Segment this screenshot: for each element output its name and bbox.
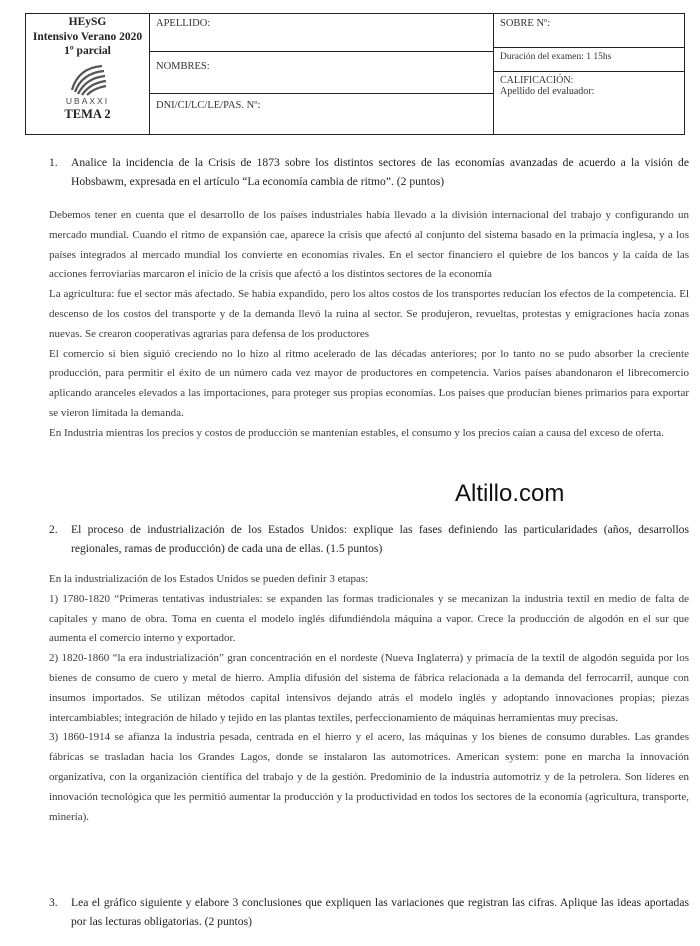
apellido-field[interactable]: APELLIDO: bbox=[150, 14, 493, 52]
question-number: 3. bbox=[49, 896, 58, 909]
answer-paragraph: En la industrialización de los Estados Unidos se pueden definir 3 etapas: bbox=[49, 573, 369, 585]
student-info-column bbox=[150, 14, 494, 134]
answer-2 bbox=[49, 570, 689, 827]
course-title-line2: Intensivo Verano 2020 bbox=[32, 30, 143, 43]
course-title-line3: 1º parcial bbox=[64, 45, 111, 57]
dni-field[interactable]: DNI/CI/LC/LE/PAS. Nº: bbox=[156, 100, 261, 111]
question-number: 2. bbox=[49, 523, 58, 536]
duracion-label: Duración del examen: 1 15hs bbox=[494, 48, 684, 72]
calificacion-label: CALIFICACIÓN: bbox=[500, 75, 574, 86]
tema-label: TEMA 2 bbox=[64, 106, 111, 121]
answer-paragraph: Debemos tener en cuenta que el desarrollo de los países industriales había llevado a la división internacional del trabajo y configurando un mercado mundial. Cuando el ritmo de expansión cae, aparece la crisis que afectó al conjunto del sistema basado en la primacía inglesa, y a los países integrados al mercado mundial los convierte en economías rivales. En el sector financiero el quiebre de los bancos y la caída de las acciones ferroviarias marcaron el inicio de la crisis que afectó a los distintos sectores de la economía bbox=[49, 209, 689, 281]
exam-info-column bbox=[494, 14, 684, 134]
calificacion-field[interactable] bbox=[494, 72, 684, 136]
answer-paragraph: En Industria mientras los precios y costos de producción se mantenían estables, el consumo y los precios caían a causa del exceso de oferta. bbox=[49, 426, 664, 439]
answer-paragraph: La agricultura: fue el sector más afectado. Se había expandido, pero los altos costos de los transportes reducían los efectos de la competencia. El descenso de los costos del transporte y de la demanda llevó la ruina al sector. Se produjeron, revueltas, protestas y emigraciones hacia zonas nuevas. Se crearon cooperativas agrarias para defensa de los productores bbox=[49, 288, 689, 340]
course-title-line1: HEySG bbox=[68, 16, 107, 28]
question-1 bbox=[49, 153, 689, 191]
answer-1 bbox=[49, 206, 689, 444]
question-text: Analice la incidencia de la Crisis de 1873 sobre los distintos sectores de las economías avanzadas de acuerdo a la visión de Hobsbawm, expresada en el artículo “La economía cambia de ritmo”. (2 puntos) bbox=[71, 156, 689, 188]
logo-column bbox=[26, 14, 150, 134]
question-3 bbox=[49, 893, 689, 931]
question-number: 1. bbox=[49, 156, 58, 169]
sobre-field[interactable]: SOBRE Nº: bbox=[494, 14, 684, 48]
question-text: Lea el gráfico siguiente y elabore 3 conclusiones que expliquen las variaciones que registran las cifras. Aplique las ideas aportadas por las lecturas obligatorias. (2 puntos) bbox=[71, 896, 689, 928]
answer-paragraph: El comercio si bien siguió creciendo no lo hizo al ritmo acelerado de las décadas anteriores; por lo tanto no se pudo absorber la creciente producción, para permitir el éxito de un número cada vez mayor de productores en competencia. Varios países abandonaron el librecomercio aplicando aranceles elevados a las importaciones, para proteger sus propias economías. Los países que producían bienes primarios para exportar se vieron limitada la demanda. bbox=[49, 347, 689, 419]
logo-brand-text: UBAXXI bbox=[65, 95, 110, 106]
exam-header-table bbox=[25, 13, 685, 135]
ubaxxi-logo-icon bbox=[68, 62, 108, 96]
answer-paragraph: 3) 1860-1914 se afianza la industria pesada, centrada en el hierro y el acero, las máquinas y los bienes de consumo durables. Las grandes fábricas se trasladan hacia los Grandes Lagos, donde se instalaron las automotrices. American system: pone en marcha la innovación organizativa, con la organización científica del trabajo y de la gestión. Predominio de la industria automotriz y de la petrolera. Son líderes en innovación tecnológica que les permitió aumentar la producción y la productividad en todos los sectores de la economía (agricultura, transporte, minería). bbox=[49, 731, 689, 823]
answer-paragraph: 1) 1780-1820 “Primeras tentativas industriales: se expanden las formas tradicionales y se mecanizan la industria textil en medio de falta de capitales y mano de obra. Toma en cuenta el modelo inglés difundiéndola máquina a vapor. Crece la producción de algodón en el sur que aumenta el comercio interno y exportador. bbox=[49, 592, 689, 645]
watermark-text: Altillo.com bbox=[455, 480, 565, 507]
evaluador-label: Apellido del evaluador: bbox=[500, 86, 595, 97]
question-text: El proceso de industrialización de los Estados Unidos: explique las fases definiendo las particularidades (años, desarrollos regionales, ramas de producción) de cada una de ellas. (1.5 puntos) bbox=[71, 523, 689, 555]
answer-paragraph: 2) 1820-1860 “la era industrialización” gran concentración en el nordeste (Nueva Inglaterra) y primacía de la textil de algodón seguida por los bienes de consumo de cuero y metal de hierro. Amplia difusión del sistema de fábrica relacionada a la demanda del ferrocarril, aunque con insumos importados. Se utilizan métodos capital intensivos dejando atrás el modelo inglés y adoptando innovaciones propias; piezas intercambiables; integración de hilado y tejido en las plantas textiles, perfeccionamiento de máquinas herramientas muy precisas. bbox=[49, 652, 689, 724]
question-2 bbox=[49, 520, 689, 558]
nombres-field[interactable]: NOMBRES: bbox=[150, 52, 493, 94]
